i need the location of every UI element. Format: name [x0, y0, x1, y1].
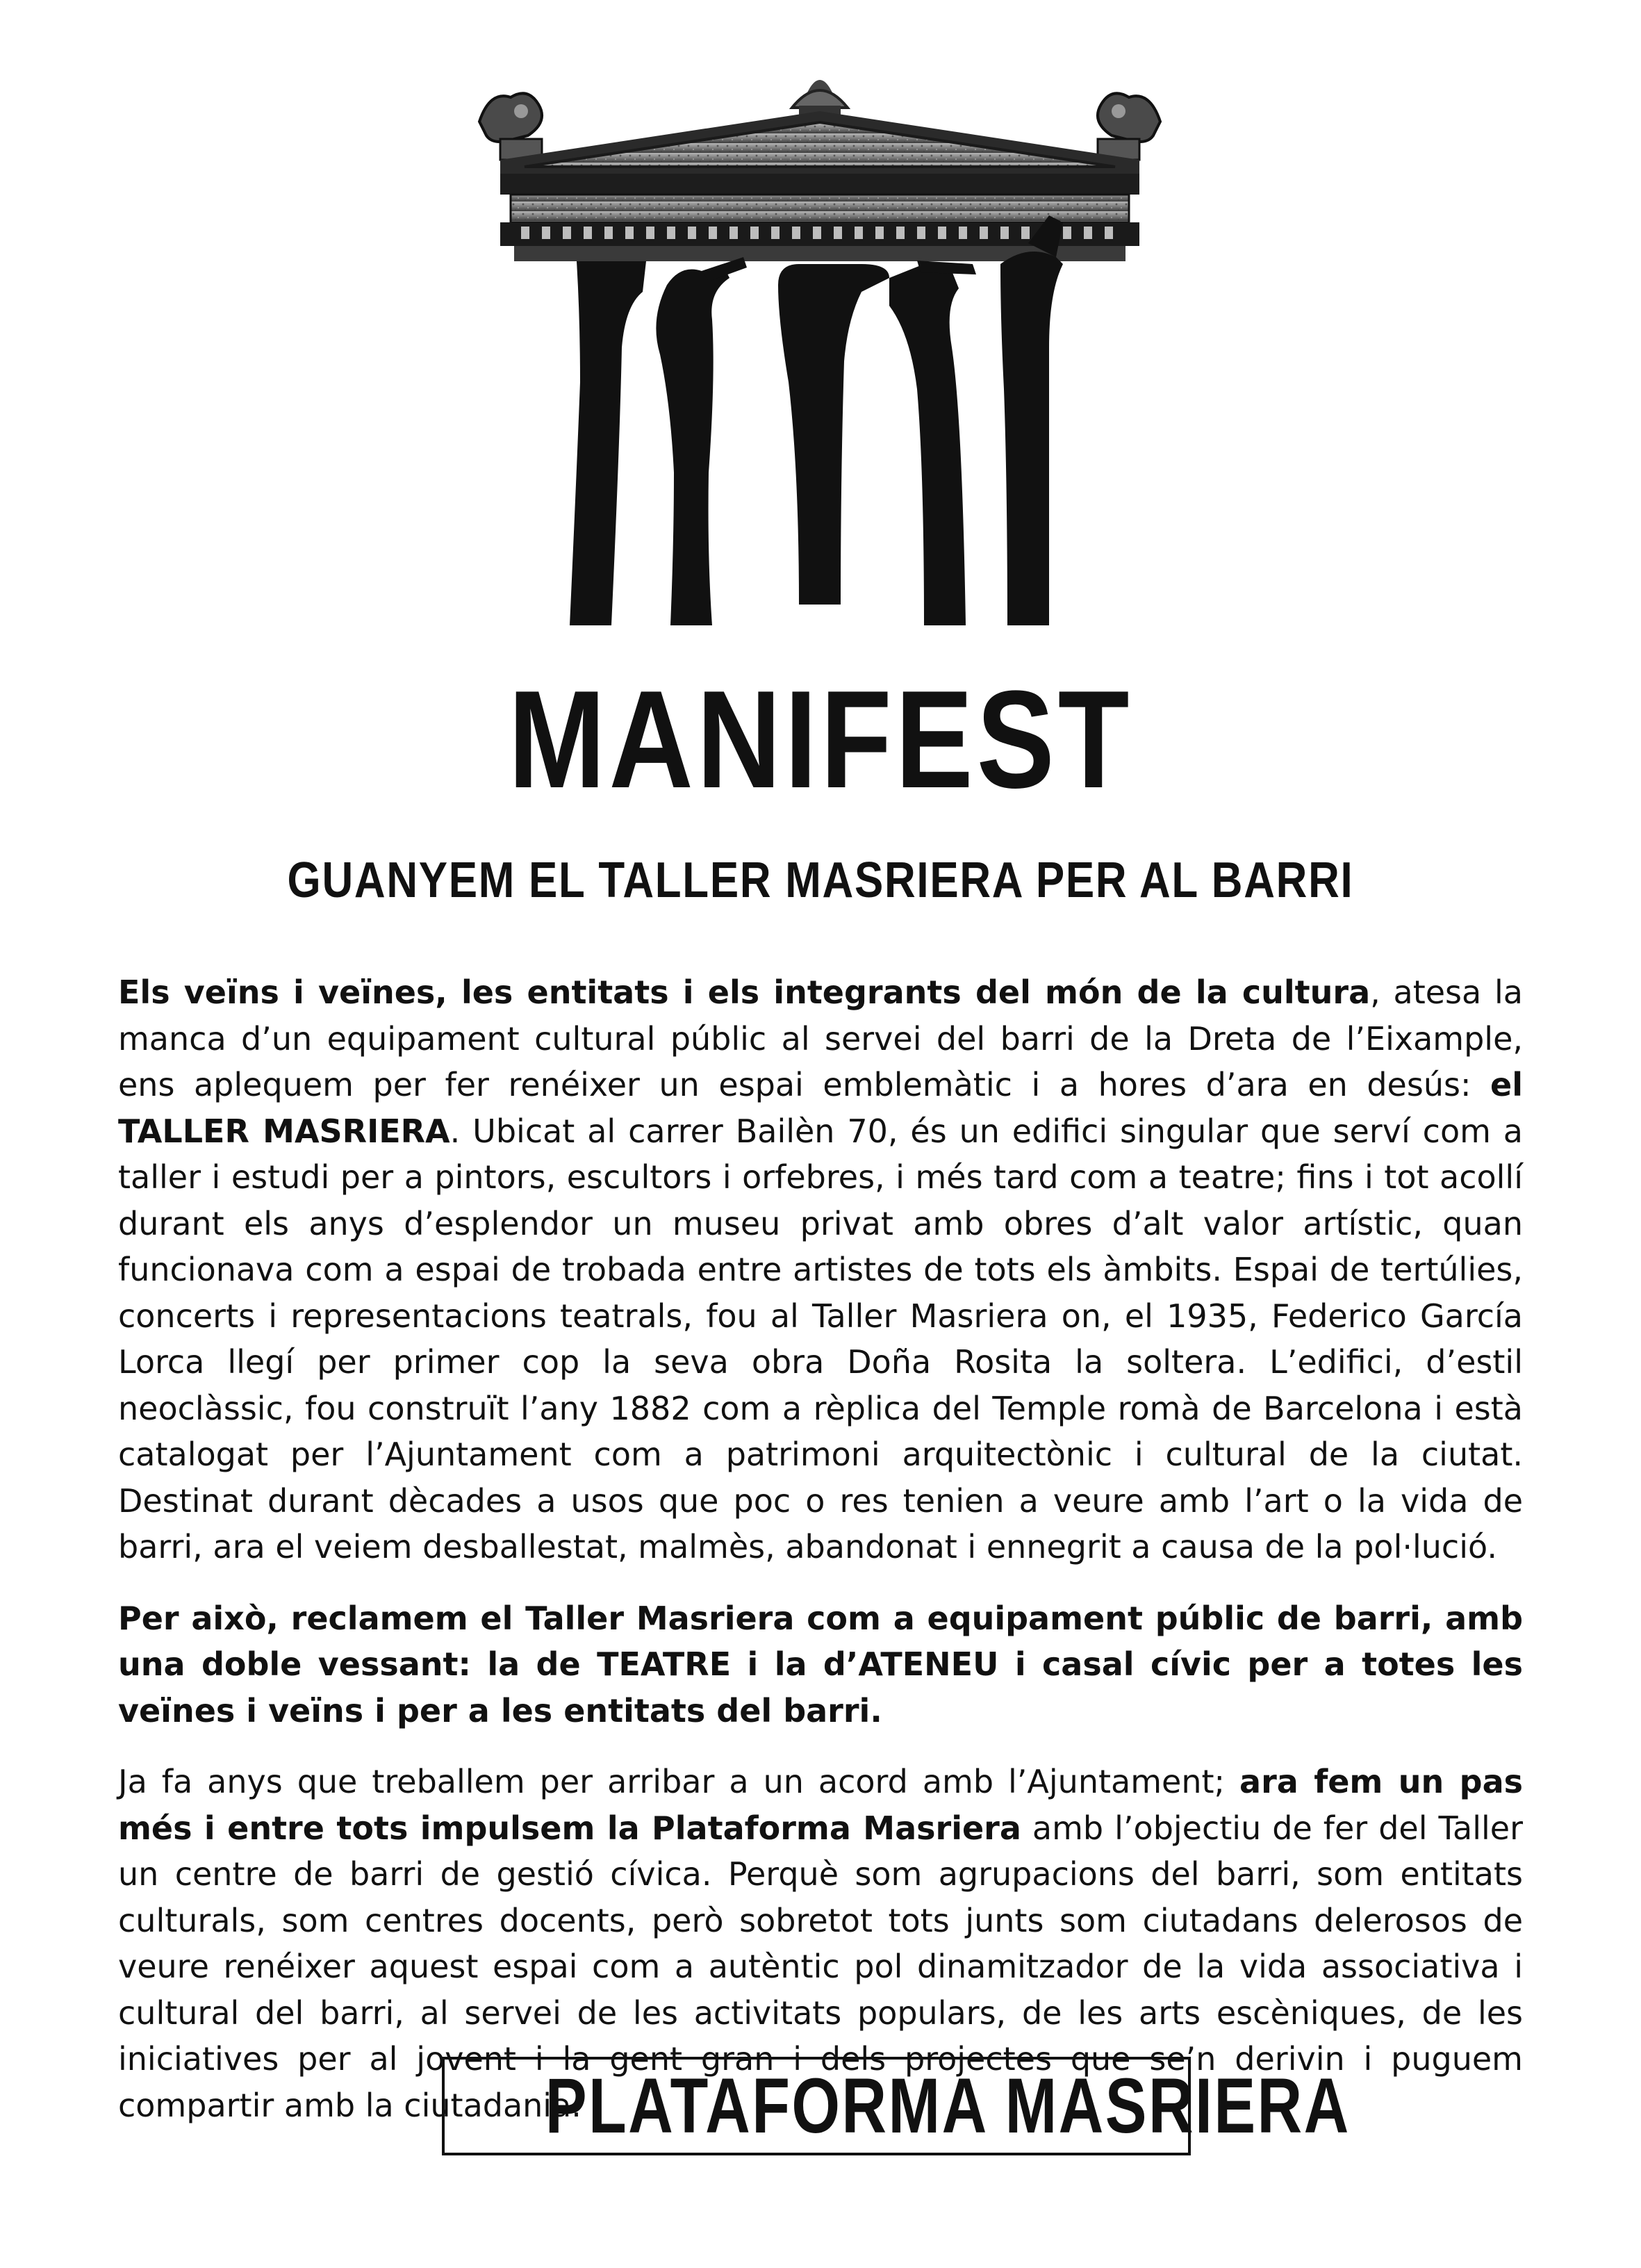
- paragraph-1-text-b: . Ubicat al carrer Bailèn 70, és un edifici singular que serví com a taller i estudi per a pintors, escultors i orfebres, i més tard com a teatre; fins i tot acollí durant els anys d’esplendor un museu privat amb obres d’alt valor artístic, quan funcionava com a espai de trobada entre artistes de tots els àmbits. Espai de tertúlies, concerts i representacions teatrals, fou al Taller Masriera on, el 1935, Federico García Lorca llegí per primer cop la seva obra Doña Rosita la soltera. L’edifici, d’estil neoclàssic, fou construït l’any 1882 com a rèplica del Temple romà de Barcelona i està catalogat per l’Ajuntament com a patrimoni arquitectònic i cultural de la ciutat. Destinat durant dècades a usos que poc o res tenien a veure amb l’art o la vida de barri, ara el veiem desballestat, malmès, abandonat i ennegrit a causa de la pol·lució.: [118, 1112, 1524, 1566]
- griffin-left-ornament: [479, 93, 542, 160]
- signature-text: PLATAFORMA MASRIERA: [545, 2062, 1351, 2149]
- paragraph-1: [118, 969, 1523, 1570]
- griffin-right-ornament: [1098, 93, 1160, 160]
- paragraph-2-bold: Per això, reclamem el Taller Masriera com a equipament públic de barri, amb una doble vessant: la de TEATRE i la d’ATENEU i casal cívic per a totes les veïnes i veïns i per a les entitats del barri.: [118, 1599, 1523, 1729]
- manifesto-body: [118, 969, 1523, 2153]
- paragraph-3-text-b: amb l’objectiu de fer del Taller un centre de barri de gestió cívica. Perquè som agrupacions del barri, som entitats culturals, som centres docents, però sobretot tots junts som ciutadans delerosos de veure renéixer aquest espai com a autèntic pol dinamitzador de la vida associativa i cultural del barri, al servei de les activitats populars, de les arts escèniques, de les iniciatives per al jovent i la gent gran i dels projectes que se’n derivin i puguem compartir amb la ciutadania.: [118, 1809, 1523, 2124]
- signature-box: [442, 2057, 1351, 2155]
- pediment-ornament-top: [792, 80, 848, 115]
- paragraph-1-bold-name: el TALLER MASRIERA: [118, 1066, 1523, 1150]
- page-title: MANIFEST: [508, 662, 1133, 817]
- paragraph-2: [118, 1595, 1523, 1734]
- paragraph-3-bold: ara fem un pas més i entre tots impulsem la Plataforma Masriera: [118, 1763, 1523, 1847]
- page-subtitle: GUANYEM EL TALLER MASRIERA PER AL BARRI: [287, 853, 1354, 908]
- paragraph-1-text-a: , atesa la manca d’un equipament cultural públic al servei del barri de la Dreta de l’Eixample, ens aplequem per fer renéixer un espai emblemàtic i a hores d’ara en desús:: [118, 973, 1523, 1103]
- pediment-lifted-by-hands-icon: [472, 56, 1167, 639]
- paragraph-3-text-a: Ja fa anys que treballem per arribar a un acord amb l’Ajuntament;: [118, 1763, 1240, 1800]
- raised-hands: [570, 215, 1063, 625]
- paragraph-1-bold-intro: Els veïns i veïnes, les entitats i els integrants del món de la cultura: [118, 973, 1371, 1011]
